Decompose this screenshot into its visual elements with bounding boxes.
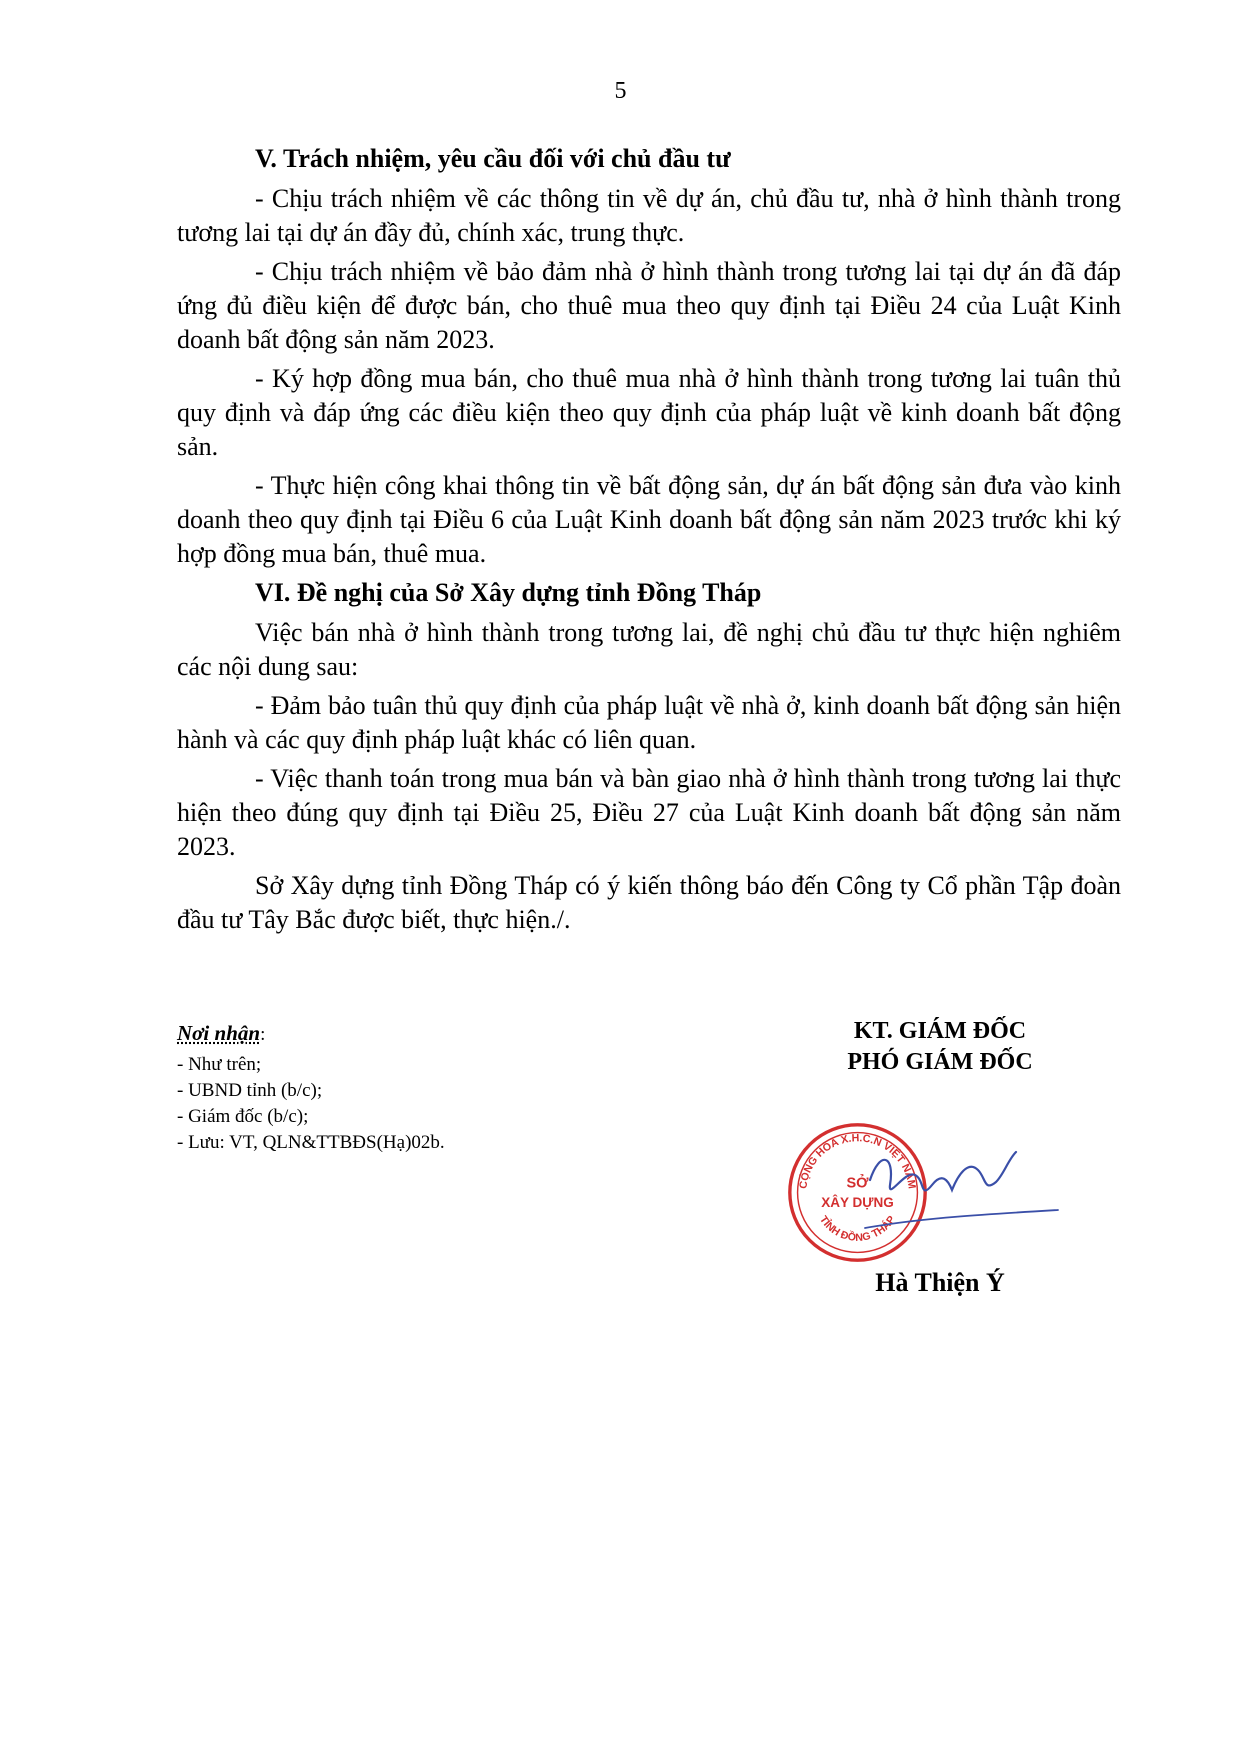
stamp-top-text: CỘNG HÒA X.H.C.N VIỆT NAM bbox=[797, 1132, 918, 1190]
recipients-title: Nơi nhận bbox=[177, 1021, 261, 1045]
recipient-item: - Lưu: VT, QLN&TTBĐS(Hạ)02b. bbox=[177, 1132, 445, 1153]
recipient-item: - Như trên; bbox=[177, 1054, 262, 1075]
paragraph: Sở Xây dựng tỉnh Đồng Tháp có ý kiến thông báo đến Công ty Cổ phần Tập đoàn đầu tư Tây Bắc được biết, thực hiện./. bbox=[177, 871, 1121, 934]
recipients-block bbox=[177, 1020, 637, 1156]
paragraph: - Việc thanh toán trong mua bán và bàn giao nhà ở hình thành trong tương lai thực hiện theo đúng quy định tại Điều 25, Điều 27 của Luật Kinh doanh bất động sản năm 2023. bbox=[177, 764, 1121, 861]
signature-stroke bbox=[870, 1152, 1016, 1190]
paragraph: - Thực hiện công khai thông tin về bất động sản, dự án bất động sản đưa vào kinh doanh theo quy định tại Điều 6 của Luật Kinh doanh bất động sản năm 2023 trước khi ký hợp đồng mua bán, thuê mua. bbox=[177, 471, 1121, 568]
paragraph: - Đảm bảo tuân thủ quy định của pháp luật về nhà ở, kinh doanh bất động sản hiện hành và các quy định pháp luật khác có liên quan. bbox=[177, 691, 1121, 754]
section-heading: V. Trách nhiệm, yêu cầu đối với chủ đầu tư bbox=[255, 144, 731, 173]
section-recommendations bbox=[177, 576, 1121, 937]
recipients-colon: : bbox=[260, 1024, 266, 1045]
signature-title-line1: KT. GIÁM ĐỐC bbox=[853, 1018, 1027, 1044]
paragraph: - Chịu trách nhiệm về bảo đảm nhà ở hình thành trong tương lai tại dự án đã đáp ứng đủ điều kiện để được bán, cho thuê mua theo quy định tại Điều 24 của Luật Kinh doanh bất động sản năm 2023. bbox=[177, 257, 1121, 354]
recipient-item: - Giám đốc (b/c); bbox=[177, 1106, 309, 1127]
recipient-item: - UBND tỉnh (b/c); bbox=[177, 1080, 323, 1101]
stamp-center-line1: SỞ bbox=[846, 1175, 869, 1192]
section-heading: VI. Đề nghị của Sở Xây dựng tỉnh Đồng Tháp bbox=[255, 578, 762, 607]
stamp-bottom-text: TỈNH ĐỒNG THÁP bbox=[817, 1213, 898, 1244]
section-responsibilities bbox=[177, 142, 1121, 571]
signer-name: Hà Thiện Ý bbox=[875, 1268, 1005, 1297]
paragraph: - Chịu trách nhiệm về các thông tin về dự án, chủ đầu tư, nhà ở hình thành trong tương lai tại dự án đầy đủ, chính xác, trung thực. bbox=[177, 184, 1121, 247]
page-number: 5 bbox=[614, 78, 627, 104]
signature-title-line2: PHÓ GIÁM ĐỐC bbox=[847, 1049, 1033, 1075]
stamp-center-line2: XÂY DỰNG bbox=[821, 1195, 894, 1210]
document-body bbox=[177, 142, 1121, 942]
signature-underline bbox=[865, 1210, 1058, 1228]
handwritten-signature bbox=[860, 1130, 1060, 1240]
signature-title-block bbox=[790, 1016, 1090, 1078]
paragraph: - Ký hợp đồng mua bán, cho thuê mua nhà ở hình thành trong tương lai tuân thủ quy định và đáp ứng các điều kiện theo quy định của pháp luật về kinh doanh bất động sản. bbox=[177, 364, 1121, 461]
recipients-list bbox=[177, 1052, 637, 1156]
paragraph: Việc bán nhà ở hình thành trong tương lai, đề nghị chủ đầu tư thực hiện nghiêm các nội dung sau: bbox=[177, 618, 1121, 681]
